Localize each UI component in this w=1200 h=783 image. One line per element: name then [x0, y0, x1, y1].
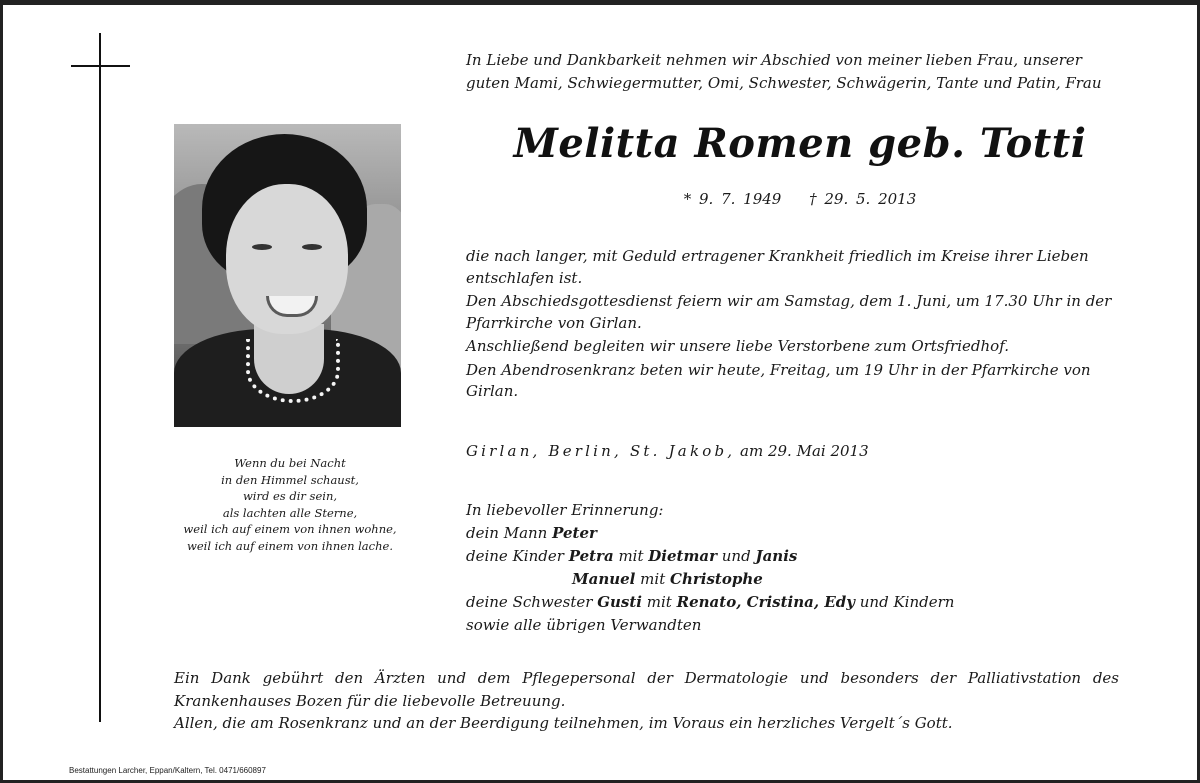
- husband-name: Peter: [552, 524, 597, 542]
- life-dates: [620, 190, 980, 208]
- thanks-paragraph: Allen, die am Rosenkranz und an der Beerdigung teilnehmen, im Voraus ein herzliches Vergelt´s Gott.: [174, 714, 953, 732]
- thanks-section: [174, 667, 1119, 735]
- paragraph: Den Abendrosenkranz beten wir heute, Freitag, um 19 Uhr in der Pfarrkirche von Girlan.: [466, 360, 1091, 400]
- cross-icon: [99, 33, 101, 722]
- funeral-home-credit: Bestattungen Larcher, Eppan/Kaltern, Tel. 0471/660897: [69, 766, 266, 775]
- paragraph: die nach langer, mit Geduld ertragener Krankheit friedlich im Kreise ihrer Lieben entschlafen ist.: [466, 247, 1089, 287]
- cross-icon-bar: [71, 65, 130, 67]
- portrait-photo: [174, 124, 401, 427]
- birth-date: * 9. 7. 1949: [683, 190, 782, 208]
- family-line-sister: deine Schwester Gusti mit Renato, Cristina, Edy und Kindern: [466, 593, 955, 611]
- poem-line: weil ich auf einem von ihnen lache.: [187, 538, 393, 553]
- deceased-name: Melitta Romen geb. Totti: [513, 120, 1087, 167]
- family-line-children: deine Kinder Petra mit Dietmar und Janis: [466, 547, 798, 565]
- announcement-date: am 29. Mai 2013: [740, 442, 869, 460]
- family-heading: In liebevoller Erinnerung:: [466, 501, 664, 519]
- intro-text: In Liebe und Dankbarkeit nehmen wir Abschied von meiner lieben Frau, unserer guten Mami, Schwiegermutter, Omi, Schwester, Schwägerin, Tante und Patin, Frau: [466, 51, 1102, 92]
- family-list: [466, 499, 1131, 637]
- paragraph: Den Abschiedsgottesdienst feiern wir am Samstag, dem 1. Juni, um 17.30 Uhr in der Pfarrkirche von Girlan.: [466, 292, 1112, 332]
- family-line-husband: dein Mann Peter: [466, 524, 597, 542]
- poem-line: in den Himmel schaust,: [221, 472, 359, 487]
- death-date: † 29. 5. 2013: [809, 190, 917, 208]
- locations: Girlan, Berlin, St. Jakob,: [466, 442, 736, 460]
- family-line-children-2: Manuel mit Christophe: [572, 570, 763, 588]
- poem-line: wird es dir sein,: [242, 489, 338, 503]
- thanks-paragraph: Ein Dank gebührt den Ärzten und dem Pflegepersonal der Dermatologie und besonders der Palliativstation des Krankenhauses Bozen für die liebevolle Betreuung.: [174, 669, 1119, 710]
- poem: [160, 455, 420, 554]
- announcement-body: [466, 246, 1131, 405]
- family-line-relatives: sowie alle übrigen Verwandten: [466, 616, 702, 634]
- poem-line: als lachten alle Sterne,: [222, 505, 358, 520]
- poem-line: Wenn du bei Nacht: [234, 456, 346, 470]
- poem-line: weil ich auf einem von ihnen wohne,: [183, 522, 397, 536]
- paragraph: Anschließend begleiten wir unsere liebe Verstorbene zum Ortsfriedhof.: [466, 337, 1009, 355]
- place-date-line: [466, 442, 1131, 460]
